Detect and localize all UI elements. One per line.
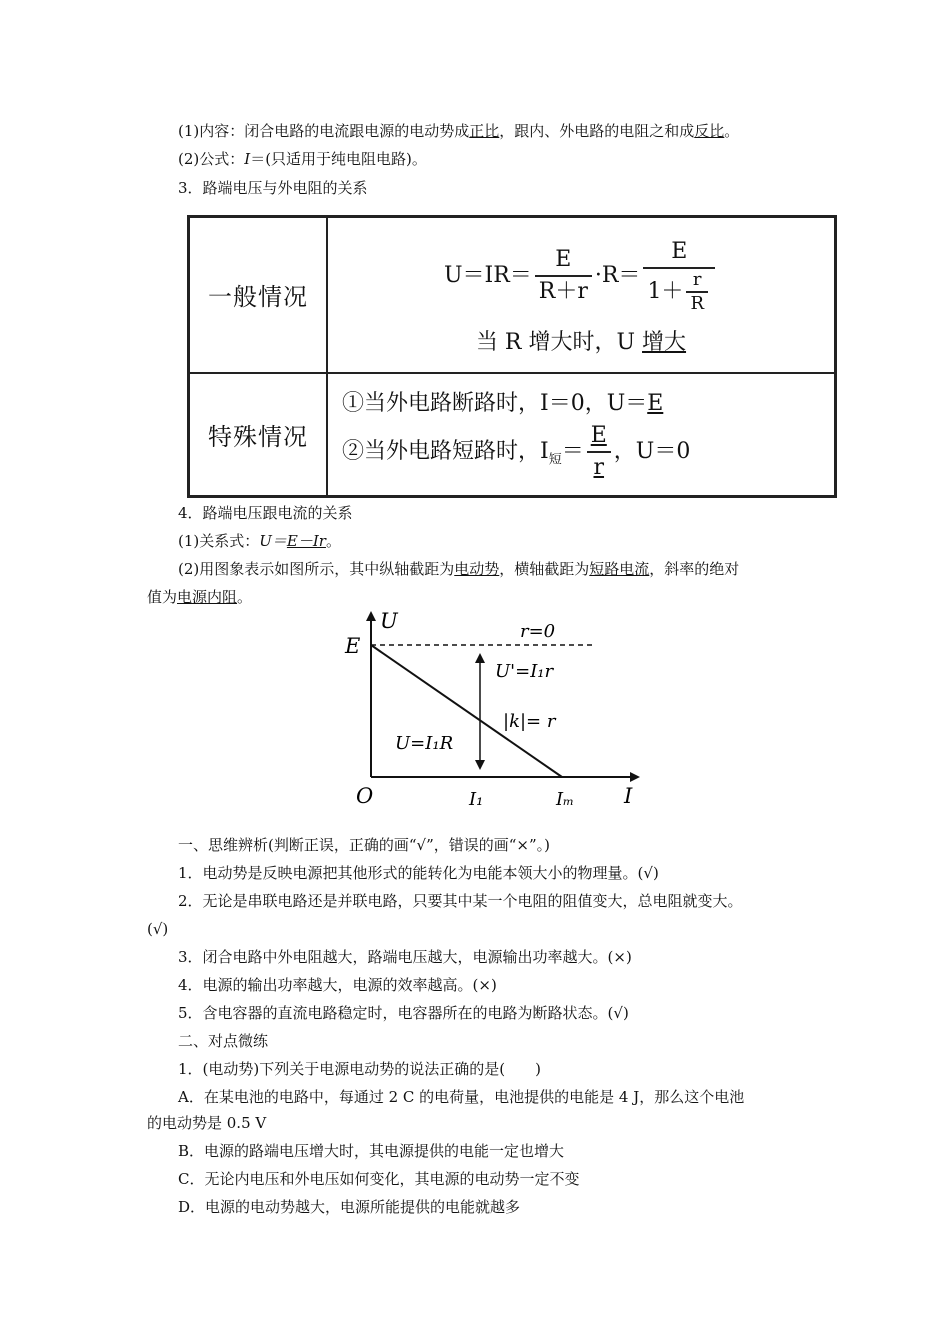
- im-tick-label: Iₘ: [556, 789, 575, 810]
- formula-paragraph: (2)公式：I＝(只适用于纯电阻电路)。: [178, 150, 427, 168]
- answer-direct-proportion: 正比: [469, 122, 500, 140]
- answer-short-circuit-current: 短路电流: [589, 560, 650, 578]
- answer-internal-resistance: 电源内阻: [177, 588, 238, 606]
- i1-tick-label: I₁: [469, 789, 484, 810]
- short-circuit-line: ②当外电路短路时，$I_短=$ $\frac{E}{r}$ ，U＝0: [342, 421, 833, 483]
- answer-increase: 增大: [642, 330, 687, 356]
- voltage-resistance-table: [187, 215, 837, 498]
- y-axis-label: U: [380, 609, 398, 633]
- open-circuit-line: ①当外电路断路时，I＝0，U＝E: [342, 390, 664, 416]
- special-case-cell: [327, 373, 836, 497]
- judgement-item-5: 5．含电容器的直流电路稳定时，电容器所在的电路为断路状态。(√): [178, 1004, 629, 1022]
- judgement-item-2-cont: (√): [147, 920, 169, 938]
- judgement-item-3: 3．闭合电路中外电阻越大，路端电压越大，电源输出功率越大。(×): [178, 948, 632, 966]
- general-formula: U＝IR＝ $\frac{E}{R+r}$ ·R＝ E 1＋ $\frac{r}{R}$: [329, 237, 833, 315]
- option-a: A．在某电池的电路中，每通过 2 C 的电荷量，电池提供的电能是 4 J，那么这个电池: [178, 1088, 745, 1106]
- fraction-e-over-r: $\frac{E}{r}$: [587, 421, 611, 483]
- row-label-special: 特殊情况: [189, 373, 328, 497]
- judgement-item-1: 1．电动势是反映电源把其他形式的能转化为电能本领大小的物理量。(√): [178, 864, 659, 882]
- answer-e: E: [647, 390, 664, 416]
- graph-description-cont: 值为电源内阻。: [147, 588, 253, 606]
- answer-emf: 电动势: [454, 560, 500, 578]
- answer-inverse-proportion: 反比: [694, 122, 725, 140]
- u-i-graph: [330, 605, 650, 820]
- x-axis-label: I: [624, 784, 633, 808]
- content-paragraph: (1)内容：闭合电路的电流跟电源的电动势成正比，跟内、外电路的电阻之和成反比。: [178, 122, 740, 140]
- fraction-e-over-compound: E 1＋ $\frac{r}{R}$: [643, 237, 715, 315]
- judgement-item-2: 2．无论是串联电路还是并联电路，只要其中某一个电阻的阻值变大，总电阻就变大。: [178, 892, 743, 910]
- judgement-item-4: 4．电源的输出功率越大，电源的效率越高。(×): [178, 976, 497, 994]
- section-2-title: 二、对点微练: [178, 1032, 269, 1050]
- heading-4: 4．路端电压跟电流的关系: [178, 504, 353, 522]
- answer-e-minus-ir: E－Ir: [286, 532, 326, 550]
- slope-label: |k|= r: [503, 711, 556, 732]
- option-b: B．电源的路端电压增大时，其电源提供的电能一定也增大: [178, 1142, 565, 1160]
- fraction-e-over-r-plus-r: $\frac{E}{R+r}$: [535, 245, 592, 307]
- terminal-voltage-label: U=I₁R: [395, 733, 454, 754]
- e-intercept-label: E: [345, 634, 361, 658]
- option-d: D．电源的电动势越大，电源所能提供的电能就越多: [178, 1198, 521, 1216]
- origin-label: O: [356, 784, 374, 808]
- general-case-cell: [327, 217, 836, 373]
- option-a-cont: 的电动势是 0.5 V: [147, 1114, 267, 1132]
- question-1: 1．(电动势)下列关于电源电动势的说法正确的是( ): [178, 1060, 541, 1078]
- heading-3: 3．路端电压与外电阻的关系: [178, 179, 368, 197]
- option-c: C．无论内电压和外电压如何变化，其电源的电动势一定不变: [178, 1170, 580, 1188]
- relation-paragraph: (1)关系式：U＝E－Ir。: [178, 532, 341, 550]
- general-case-text: 当 R 增大时，U 增大: [475, 330, 687, 356]
- section-1-title: 一、思维辨析(判断正误，正确的画“√”，错误的画“×”。): [178, 836, 551, 854]
- internal-drop-label: U'=I₁r: [495, 661, 554, 682]
- row-label-general: 一般情况: [189, 217, 328, 373]
- r0-label: r=0: [520, 621, 556, 642]
- graph-description: (2)用图象表示如图所示，其中纵轴截距为电动势，横轴截距为短路电流，斜率的绝对: [178, 560, 740, 578]
